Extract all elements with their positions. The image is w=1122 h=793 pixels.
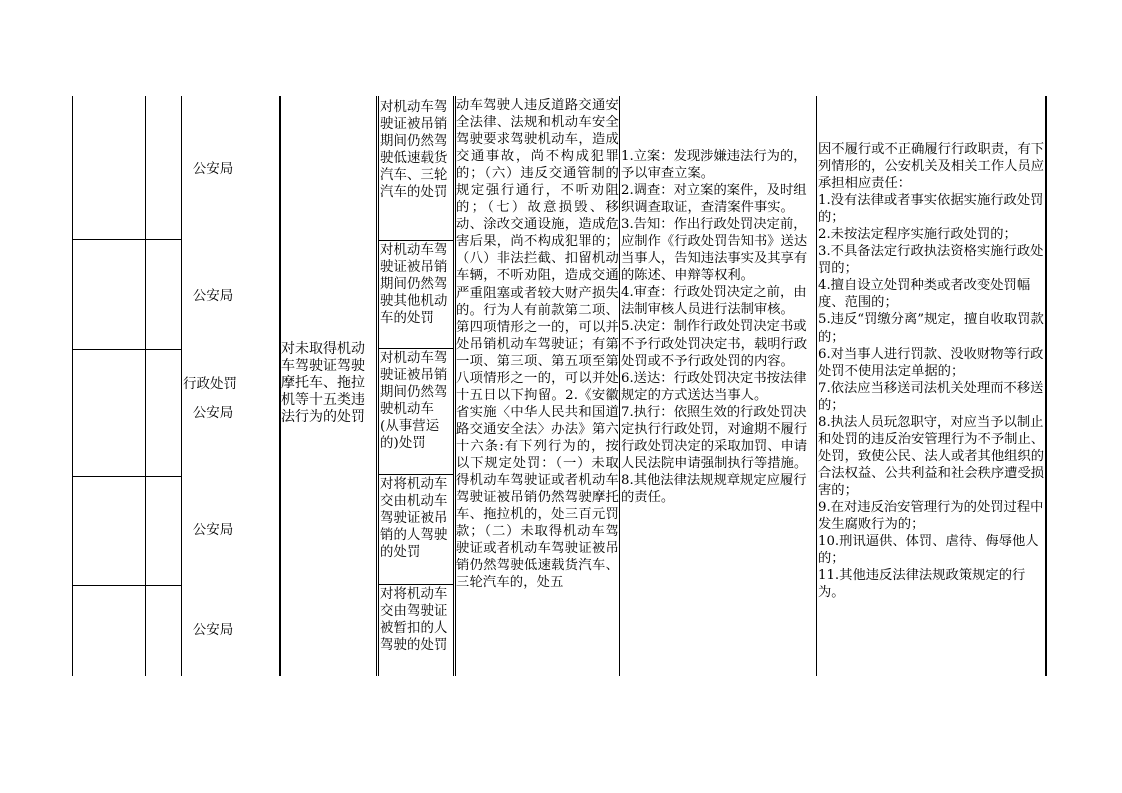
procedure-step: 6.送达：行政处罚决定书按法律规定的方式送达当事人。 — [621, 370, 807, 403]
responsibility-item: 7.依法应当移送司法机关处理而不移送的； — [818, 380, 1044, 413]
row-divider — [378, 240, 454, 241]
procedure-step: 2.调查：对立案的案件，及时组织调查取证，查清案件事实。 — [621, 183, 807, 216]
column-divider — [145, 96, 146, 676]
row-divider — [378, 474, 454, 475]
procedure-step: 3.告知：作出行政处罚决定前，应制作《行政处罚告知书》送达当事人，告知违法事实及其享有的陈述、申辩等权利。 — [621, 217, 808, 284]
item-cell: 对将机动车交由机动车驾驶证被吊销的人驾驶的处罚 — [380, 477, 448, 561]
row-divider — [72, 585, 182, 586]
row-divider — [72, 349, 182, 350]
responsibility-item: 6.对当事人进行罚款、没收财物等行政处罚不使用法定单据的； — [818, 346, 1044, 379]
responsibility-item: 8.执法人员玩忽职守，对应当予以制止和处罚的违反治安管理行为不予制止、处罚，致使公民、法人或者其他组织的合法权益、公共利益和社会秩序遭受损害的； — [818, 414, 1045, 498]
responsibility-item: 3.不具备法定行政执法资格实施行政处罚的； — [818, 244, 1044, 277]
responsibility-item: 5.违反“罚缴分离”规定，擅自收取罚款的； — [818, 312, 1044, 345]
table-border-left — [72, 96, 73, 676]
procedure-step: 4.审查：行政处罚决定之前，由法制审核人员进行法制审核。 — [621, 285, 807, 318]
agency-cell: 公安局 — [192, 622, 234, 638]
agency-cell: 公安局 — [192, 161, 234, 177]
responsibility-item: 4.擅自设立处罚种类或者改变处罚幅度、范围的； — [818, 278, 1031, 311]
category-cell: 行政处罚 — [183, 376, 237, 392]
responsibility-item: 9.在对违反治安管理行为的处罚过程中发生腐败行为的； — [818, 499, 1044, 533]
procedure-step: 8.其他法律法规规章规定应履行的责任。 — [621, 472, 807, 505]
agency-cell: 公安局 — [192, 522, 234, 538]
responsibility-item: 1.没有法律或者事实依据实施行政处罚的； — [818, 193, 1044, 226]
column-divider — [181, 96, 182, 676]
procedure-step: 5.决定：制作行政处罚决定书或不予行政处罚决定书，载明行政处罚或不予行政处罚的内容。 — [621, 319, 808, 369]
responsibility-item: 因不履行或不正确履行行政职责，有下列情形的，公安机关及相关工作人员应承担相应责任： — [818, 142, 1045, 192]
legal-basis-cell: 动车驾驶人违反道路交通安全法律、法规和机动车安全驾驶要求驾驶机动车，造成交通事故，尚不构成犯罪的；（六）违反交通管制的规定强行通行，不听劝阻的；（七）故意损毁、移动、涂改交通设施，造成危害后果，尚不构成犯罪的；（八）非法拦截、扣留机动车辆，不听劝阻，造成交通严重阻塞或者较大财产损失的。行为人有前款第二项、第四项情形之一的，可以并处吊销机动车驾驶证；有第一项、第三项、第五项至第八项情形之一的，可以并处十五日以下拘留。2.《安徽省实施〈中华人民共和国道路交通安全法〉办法》第六十六条:有下列行为的，按以下规定处罚：（一）未取得机动车驾驶证或者机动车驾驶证被吊销仍然驾驶摩托车、拖拉机的，处三百元罚款；（二）未取得机动车驾驶证或者机动车驾驶证被吊销仍然驾驶低速载货汽车、三轮汽车的，处五 — [456, 98, 619, 591]
responsibility-item: 10.刑讯逼供、体罚、虐待、侮辱他人的； — [818, 534, 1039, 567]
column-divider — [453, 96, 454, 676]
item-cell: 对将机动车交由驾驶证被暂扣的人驾驶的处罚 — [380, 587, 448, 654]
row-divider — [378, 348, 454, 349]
procedure-cell — [621, 148, 815, 506]
item-cell: 对机动车驾驶证被吊销期间仍然驾驶机动车(从事营运的)处罚 — [380, 351, 448, 452]
row-divider — [72, 239, 182, 240]
column-divider — [816, 96, 817, 676]
item-cell: 对机动车驾驶证被吊销期间仍然驾驶其他机动车的处罚 — [380, 243, 448, 327]
power-name-cell: 对未取得机动车驾驶证驾驶摩托车、拖拉机等十五类违法行为的处罚 — [281, 341, 365, 425]
item-cell: 对机动车驾驶证被吊销期间仍然驾驶低速载货汽车、三轮汽车的处罚 — [380, 100, 448, 201]
responsibility-cell — [818, 141, 1046, 601]
responsibility-item: 2.未按法定程序实施行政处罚的； — [818, 227, 1017, 243]
column-divider — [619, 96, 620, 676]
column-divider — [378, 96, 379, 676]
procedure-step: 1.立案：发现涉嫌违法行为的，予以审查立案。 — [621, 149, 807, 182]
responsibility-item: 11.其他违反法律法规政策规定的行为。 — [818, 568, 1026, 601]
row-divider — [72, 476, 182, 477]
agency-cell: 公安局 — [192, 405, 234, 421]
procedure-step: 7.执行：依照生效的行政处罚决定执行行政处罚，对逾期不履行行政处罚决定的采取加罚、申请人民法院申请强制执行等措施。 — [621, 404, 808, 471]
agency-cell: 公安局 — [192, 288, 234, 304]
row-divider — [378, 584, 454, 585]
